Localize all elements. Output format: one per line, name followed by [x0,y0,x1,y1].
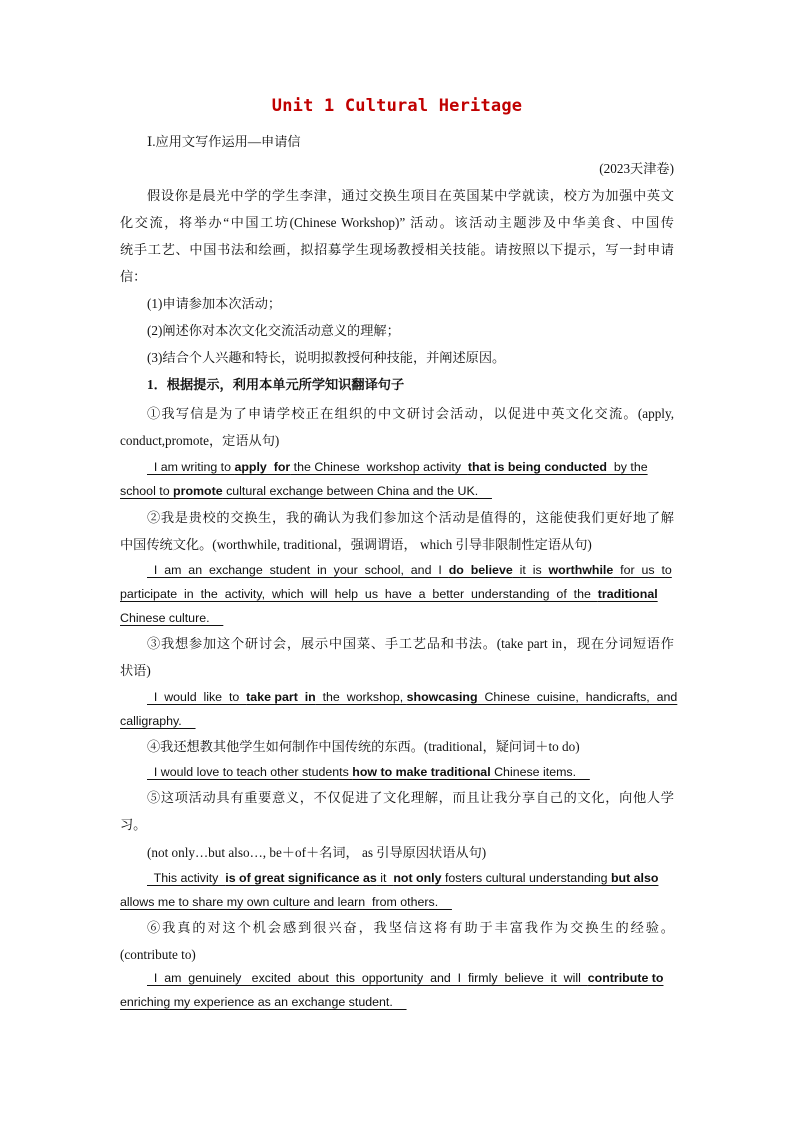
question-line: conduct,promote，定语从句) [120,433,280,448]
prompt-line: 化交流，将举办“中国工坊(Chinese Workshop)” 活动。该活动主题涉及中华美食、中国传 [120,215,674,230]
unit-title: Unit 1 Cultural Heritage [271,96,523,116]
answer-line: enriching my experience as an exchange student. [120,995,407,1009]
question-line: ①我写信是为了申请学校正在组织的中文研讨会活动，以促进中英文化交流。(apply, [147,406,674,421]
question-line: 中国传统文化。(worthwhile, traditional，强调谓语， which 引导非限制性定语从句) [120,537,592,552]
hint-item: (3)结合个人兴趣和特长，说明拟教授何种技能，并阐述原因。 [147,350,506,365]
answer-line: calligraphy. [120,714,196,728]
answer-line: allows me to share my own culture and learn from others. [120,895,452,909]
question-line: ⑥我真的对这个机会感到很兴奋，我坚信这将有助于丰富我作为交换生的经验。 [147,920,674,935]
question-line: ⑤这项活动具有重要意义，不仅促进了文化理解，而且让我分享自己的文化，向他人学 [147,790,674,805]
hint-item: (1)申请参加本次活动； [147,296,282,311]
question-line: (contribute to) [120,947,196,962]
prompt-line: 信： [120,269,147,284]
answer-line: I am an exchange student in your school, and I do believe it is worthwhile for us to [147,563,672,577]
question-note: (not only…but also…, be＋of＋名词， as 引导原因状语从句) [147,845,487,860]
answer-line: I am writing to apply for the Chinese workshop activity that is being conducted by the [147,460,648,474]
question-line: ②我是贵校的交换生，我的确认为我们参加这个活动是值得的，这能使我们更好地了解 [147,510,674,525]
answer-line: school to promote cultural exchange between China and the UK. [120,484,492,498]
question-line: ④我还想教其他学生如何制作中国传统的东西。(traditional，疑问词＋to do) [147,739,580,754]
hint-item: (2)阐述你对本次文化交流活动意义的理解； [147,323,400,338]
prompt-line: 统手工艺、中国书法和绘画，拟招募学生现场教授相关技能。请按照以下提示，写一封申请 [120,242,674,257]
question-line: 状语) [120,663,151,678]
answer-line: This activity is of great significance as it not only fosters cultural understanding but also [147,871,659,885]
answer-line: participate in the activity, which will help us have a better understanding of the traditional [120,587,658,601]
question-line: 习。 [120,817,147,832]
section-heading: Ⅰ.应用文写作运用—申请信 [147,134,301,149]
answer-line: I am genuinely excited about this opportunity and I firmly believe it will contribute to [147,971,664,985]
question-line: ③我想参加这个研讨会，展示中国菜、手工艺品和书法。(take part in，现在分词短语作 [147,636,674,651]
prompt-line: 假设你是晨光中学的学生李津，通过交换生项目在英国某中学就读，校方为加强中英文 [147,188,674,203]
answer-line: I would love to teach other students how to make traditional Chinese items. [147,765,590,779]
answer-line: I would like to take part in the workshop, showcasing Chinese cuisine, handicrafts, and [147,690,678,704]
answer-line: Chinese culture. [120,611,224,625]
task-heading: 1．根据提示，利用本单元所学知识翻译句子 [147,377,405,392]
source-label: (2023天津卷) [599,161,674,176]
